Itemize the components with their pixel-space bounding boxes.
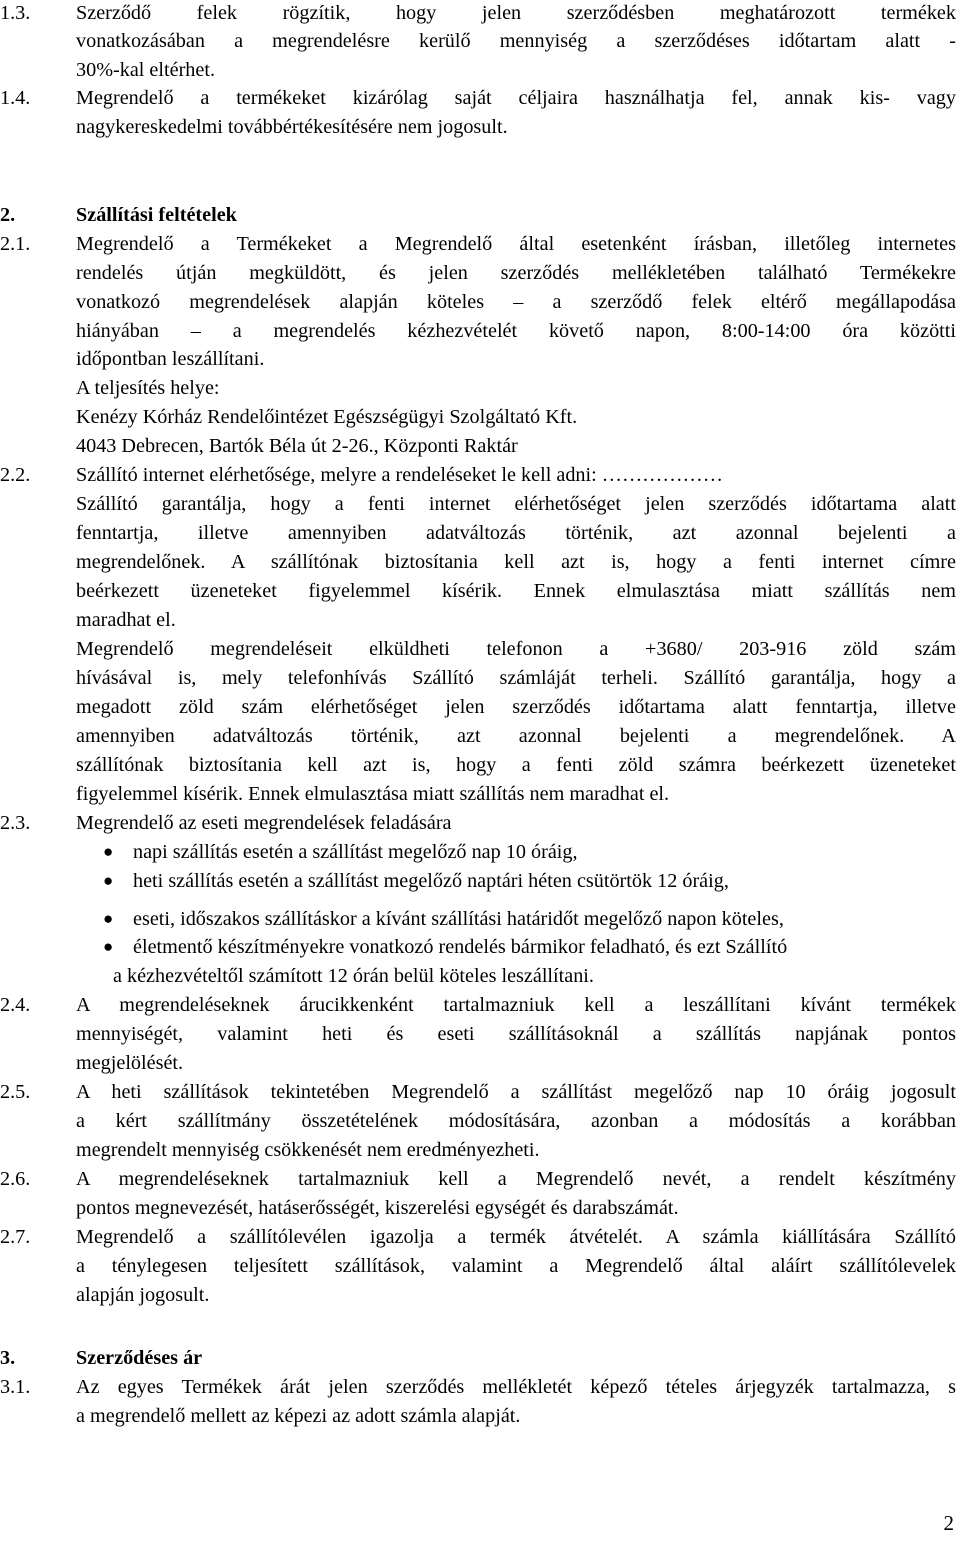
section-heading: Szállítási feltételek	[76, 204, 237, 226]
section-number: 1.4.	[0, 87, 31, 109]
text-line	[0, 1343, 960, 1373]
paragraph-text: hívásával is, mely telefonhívás Szállító számláját terheli. Szállító garantálja, hogy a	[76, 667, 956, 689]
section-heading: Szerződéses ár	[76, 1347, 203, 1369]
text-line	[0, 1164, 960, 1194]
paragraph-text: 30%-kal eltérhet.	[76, 59, 216, 81]
paragraph-text: megrendelt mennyiség csökkenését nem eredményezheti.	[76, 1139, 540, 1161]
paragraph-text: A teljesítés helye:	[76, 377, 220, 399]
paragraph-text: 4043 Debrecen, Bartók Béla út 2-26., Központi Raktár	[76, 435, 518, 457]
text-line	[0, 990, 960, 1020]
section-number: 2.	[0, 204, 16, 226]
section-number: 2.4.	[0, 994, 31, 1016]
text-line	[0, 1251, 960, 1281]
text-line	[0, 866, 960, 896]
paragraph-text: nagykereskedelmi továbbértékesítésére nem jogosult.	[76, 116, 508, 138]
paragraph-text: Megrendelő a termékeket kizárólag saját céljaira használhatja fel, annak kis- vagy	[76, 87, 956, 109]
page-number: 2	[943, 1511, 954, 1535]
paragraph-text: rendelés útján megküldött, és jelen szerződés mellékletében található Termékekre	[76, 262, 956, 284]
text-line	[0, 112, 960, 142]
text-line	[0, 431, 960, 461]
paragraph-text: szállítónak biztosítania kell azt is, hogy a fenti zöld számra beérkezett üzeneteket	[76, 754, 956, 776]
text-line	[0, 200, 960, 230]
paragraph-text: A megrendeléseknek tartalmazniuk kell a Megrendelő nevét, a rendelt készítmény	[76, 1168, 956, 1190]
paragraph-text: vonatkozásában a megrendelésre kerülő mennyiség a szerződéses időtartam alatt -	[76, 30, 956, 52]
text-line	[0, 547, 960, 577]
paragraph-text: a kézhezvételtől számított 12 órán belül köteles leszállítani.	[113, 965, 594, 987]
section-number: 2.6.	[0, 1168, 31, 1190]
section-number: 2.5.	[0, 1081, 31, 1103]
list-item-text: heti szállítás esetén a szállítást megelőző naptári héten csütörtök 12 óráig,	[133, 870, 729, 892]
paragraph-text: hiányában – a megrendelés kézhezvételét követő napon, 8:00-14:00 óra közötti	[76, 320, 956, 342]
paragraph-text: megadott zöld szám elérhetőséget jelen szerződés időtartama alatt fenntartja, illetve	[76, 696, 956, 718]
paragraph-text: figyelemmel kísérik. Ennek elmulasztása miatt szállítás nem maradhat el.	[76, 783, 670, 805]
text-line	[0, 518, 960, 548]
text-line	[0, 808, 960, 838]
text-line	[0, 605, 960, 635]
text-line	[0, 663, 960, 693]
text-line	[0, 0, 960, 28]
section-number: 1.3.	[0, 2, 31, 24]
text-line	[0, 83, 960, 113]
text-line	[0, 1193, 960, 1223]
text-line	[0, 316, 960, 346]
text-line	[0, 1048, 960, 1078]
bullet-icon: ●	[103, 871, 114, 890]
paragraph-text: Az egyes Termékek árát jelen szerződés mellékletét képező tételes árjegyzék tartalmazza, s	[76, 1376, 956, 1398]
text-line	[0, 373, 960, 403]
paragraph-text: a kért szállítmány összetételének módosítására, azonban a módosítás a korábban	[76, 1110, 956, 1132]
text-line	[0, 460, 960, 490]
bullet-icon: ●	[103, 909, 114, 928]
text-line	[0, 961, 960, 991]
paragraph-text: maradhat el.	[76, 609, 176, 631]
text-line	[0, 26, 960, 56]
text-line	[0, 750, 960, 780]
text-line	[0, 287, 960, 317]
paragraph-text: fenntartja, illetve amennyiben adatváltozás történik, azt azonnal bejelenti a	[76, 522, 956, 544]
text-line	[0, 402, 960, 432]
paragraph-text: Megrendelő megrendeléseit elküldheti telefonon a +3680/ 203-916 zöld szám	[76, 638, 956, 660]
text-line	[0, 837, 960, 867]
text-line	[0, 1106, 960, 1136]
text-line	[0, 692, 960, 722]
paragraph-text: Szállító internet elérhetősége, melyre a rendeléseket le kell adni: ………………	[76, 464, 723, 486]
text-line	[0, 721, 960, 751]
text-line	[0, 55, 960, 85]
paragraph-text: Megrendelő a Termékeket a Megrendelő által esetenként írásban, illetőleg internetes	[76, 233, 956, 255]
text-line	[0, 344, 960, 374]
paragraph-text: Megrendelő a szállítólevélen igazolja a termék átvételét. A számla kiállítására Szállító	[76, 1226, 956, 1248]
text-line	[0, 1401, 960, 1431]
paragraph-text: amennyiben adatváltozás történik, azt azonnal bejelenti a megrendelőnek. A	[76, 725, 956, 747]
paragraph-text: a ténylegesen teljesített szállítások, valamint a Megrendelő által aláírt szállítólevelek	[76, 1255, 956, 1277]
paragraph-text: alapján jogosult.	[76, 1284, 210, 1306]
paragraph-text: pontos megnevezését, hatáserősségét, kiszerelési egységét és darabszámát.	[76, 1197, 679, 1219]
text-line	[0, 1222, 960, 1252]
text-line	[0, 904, 960, 934]
paragraph-text: A megrendeléseknek árucikkenként tartalmazniuk kell a leszállítani kívánt termékek	[76, 994, 956, 1016]
text-line	[0, 229, 960, 259]
section-number: 2.3.	[0, 812, 31, 834]
paragraph-text: megrendelőnek. A szállítónak biztosítania kell azt is, hogy a fenti internet címre	[76, 551, 956, 573]
bullet-icon: ●	[103, 842, 114, 861]
text-line	[0, 634, 960, 664]
paragraph-text: Kenézy Kórház Rendelőintézet Egészségügyi Szolgáltató Kft.	[76, 406, 578, 428]
paragraph-text: a megrendelő mellett az képezi az adott számla alapját.	[76, 1405, 521, 1427]
list-item-text: életmentő készítményekre vonatkozó rendelés bármikor feladható, és ezt Szállító	[133, 936, 788, 958]
paragraph-text: Szállító garantálja, hogy a fenti internet elérhetőséget jelen szerződés időtartama alatt	[76, 493, 956, 515]
text-line	[0, 779, 960, 809]
paragraph-text: megjelölését.	[76, 1052, 184, 1074]
section-number: 3.	[0, 1347, 16, 1369]
paragraph-text: mennyiségét, valamint heti és eseti szállításoknál a szállítás napjának pontos	[76, 1023, 956, 1045]
text-line	[0, 1280, 960, 1310]
list-item-text: napi szállítás esetén a szállítást megelőző nap 10 óráig,	[133, 841, 578, 863]
text-line	[0, 576, 960, 606]
section-number: 2.2.	[0, 464, 31, 486]
paragraph-text: A heti szállítások tekintetében Megrendelő a szállítást megelőző nap 10 óráig jogosult	[76, 1081, 956, 1103]
section-number: 2.1.	[0, 233, 31, 255]
paragraph-text: vonatkozó megrendelések alapján köteles – a szerződő felek eltérő megállapodása	[76, 291, 956, 313]
text-line	[0, 932, 960, 962]
text-line	[0, 258, 960, 288]
paragraph-text: Megrendelő az eseti megrendelések feladására	[76, 812, 452, 834]
text-line	[0, 1019, 960, 1049]
text-line	[0, 1372, 960, 1402]
text-line	[0, 489, 960, 519]
list-item-text: eseti, időszakos szállításkor a kívánt szállítási határidőt megelőző napon köteles,	[133, 908, 784, 930]
paragraph-text: időpontban leszállítani.	[76, 348, 265, 370]
section-number: 3.1.	[0, 1376, 31, 1398]
text-line	[0, 1135, 960, 1165]
paragraph-text: Szerződő felek rögzítik, hogy jelen szerződésben meghatározott termékek	[76, 2, 956, 24]
bullet-icon: ●	[103, 937, 114, 956]
section-number: 2.7.	[0, 1226, 31, 1248]
text-line	[0, 1077, 960, 1107]
paragraph-text: beérkezett üzeneteket figyelemmel kísérik. Ennek elmulasztása miatt szállítás nem	[76, 580, 956, 602]
